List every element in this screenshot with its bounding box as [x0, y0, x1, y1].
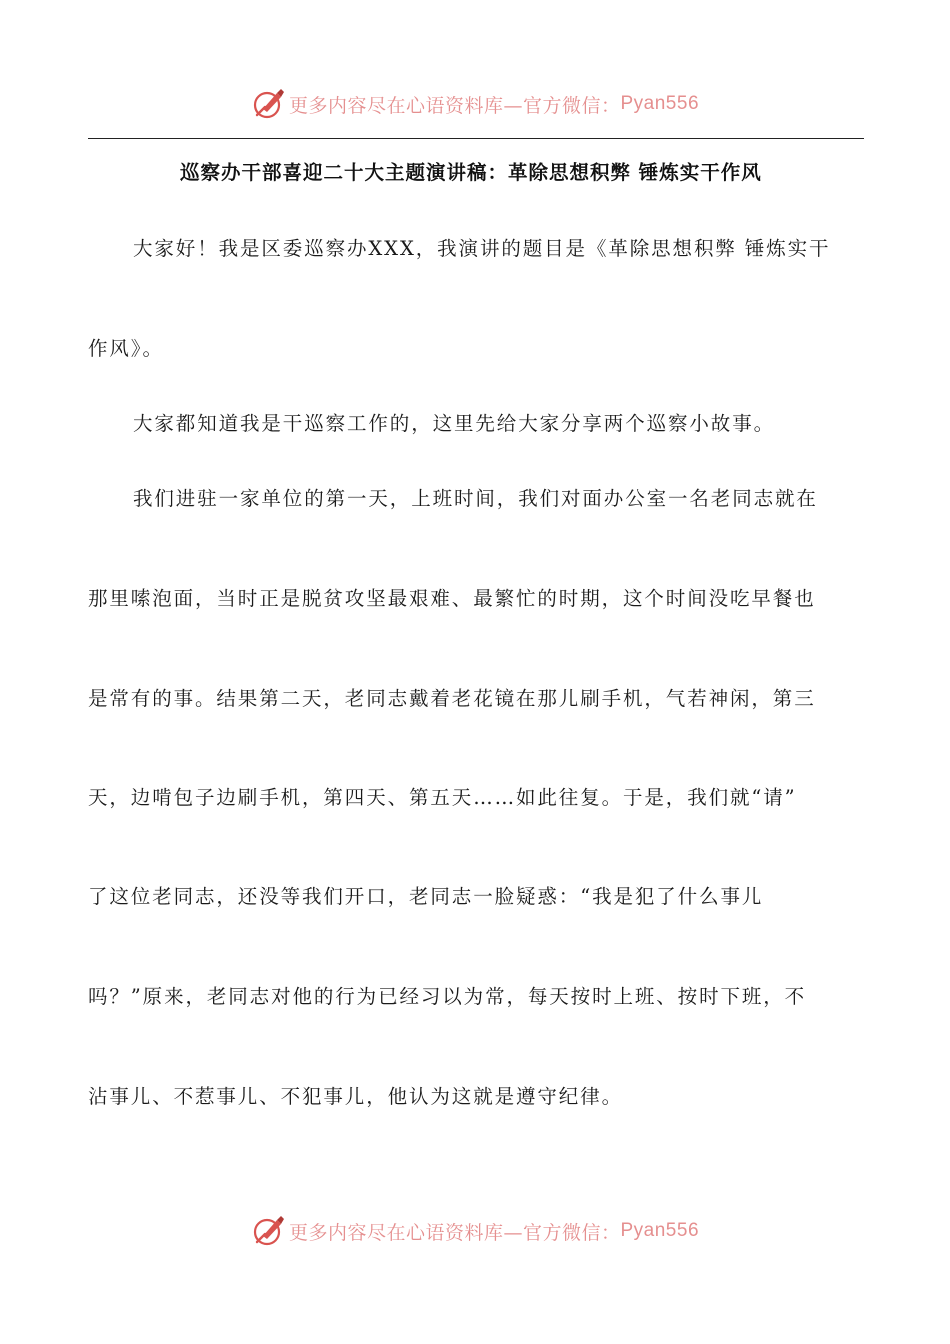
pen-logo-icon [251, 1214, 285, 1248]
body-line: 是常有的事。结果第二天，老同志戴着老花镜在那儿刷手机，气若神闲，第三 [88, 687, 816, 710]
watermark-text: 更多内容尽在心语资料库—官方微信： [288, 1221, 621, 1244]
pen-logo-icon [251, 87, 285, 121]
body-line: 大家都知道我是干巡察工作的，这里先给大家分享两个巡察小故事。 [133, 412, 776, 435]
body-line: 吗？”原来，老同志对他的行为已经习以为常，每天按时上班、按时下班，不 [88, 985, 807, 1008]
body-line: 沾事儿、不惹事儿、不犯事儿，他认为这就是遵守纪律。 [88, 1085, 624, 1108]
watermark-wechat-id: Pyan556 [620, 1220, 700, 1241]
body-line: 那里嗦泡面，当时正是脱贫攻坚最艰难、最繁忙的时期，这个时间没吃早餐也 [88, 587, 816, 610]
watermark-wechat-id: Pyan556 [620, 93, 700, 114]
header-watermark [0, 82, 950, 126]
body-line: 大家好！我是区委巡察办XXX，我演讲的题目是《革除思想积弊 锤炼实干 [133, 237, 831, 260]
header-rule [88, 138, 864, 139]
watermark-text: 更多内容尽在心语资料库—官方微信： [288, 94, 621, 117]
body-line: 作风》。 [88, 337, 164, 360]
document-title: 巡察办干部喜迎二十大主题演讲稿：革除思想积弊 锤炼实干作风 [180, 161, 762, 184]
footer-watermark [0, 1209, 950, 1253]
body-line: 了这位老同志，还没等我们开口，老同志一脸疑惑：“我是犯了什么事儿 [88, 885, 764, 908]
body-line: 我们进驻一家单位的第一天，上班时间，我们对面办公室一名老同志就在 [133, 487, 818, 510]
body-line: 天，边啃包子边刷手机，第四天、第五天……如此往复。于是，我们就“请” [88, 786, 797, 809]
